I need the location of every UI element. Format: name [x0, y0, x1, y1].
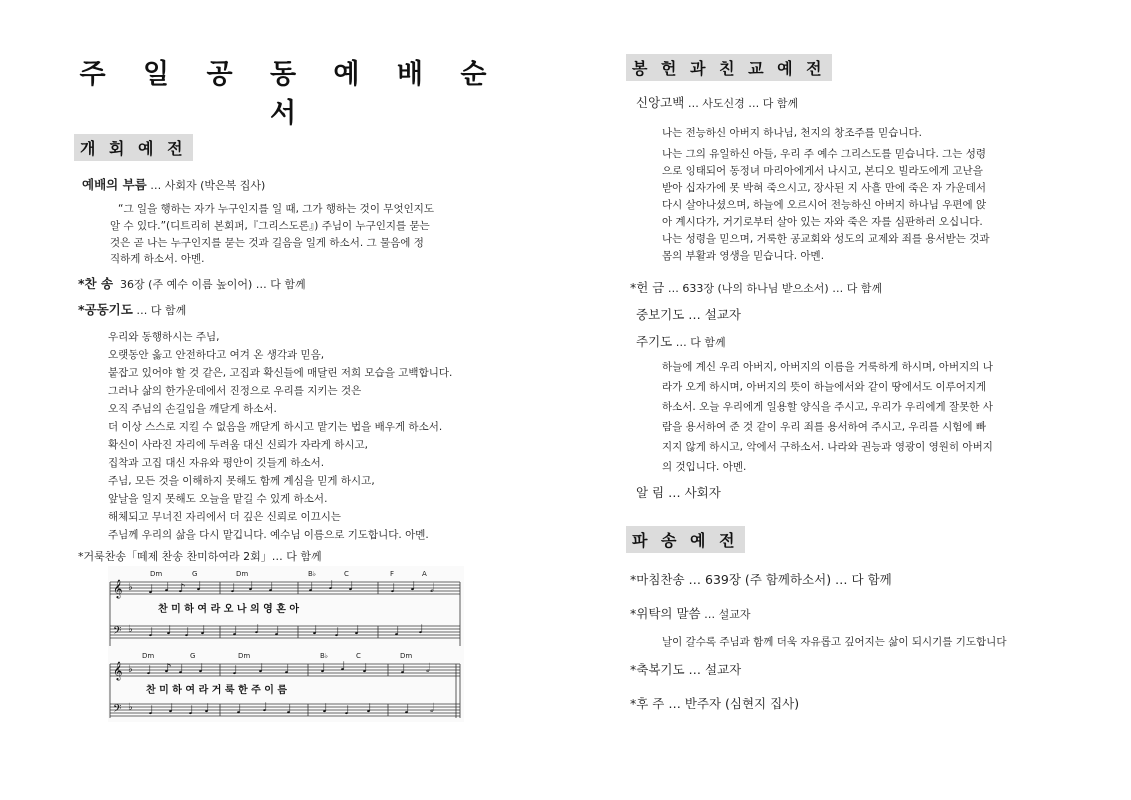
call-line: 직하게 하소서. 아멘.	[110, 253, 205, 265]
svg-text:𝅗𝅥: 𝅗𝅥	[426, 661, 430, 675]
call-line: 것은 곧 나는 누구인지를 묻는 것과 길음을 일게 하소서. 그 물음에 정	[110, 237, 424, 249]
section-offering: 봉 헌 과 친 교 예 전	[626, 54, 832, 81]
chord-symbol: G	[192, 570, 198, 578]
svg-text:♩: ♩	[390, 581, 396, 595]
svg-text:♩: ♩	[320, 661, 326, 675]
prayer-line: 오랫동안 옳고 안전하다고 여겨 온 생각과 믿음,	[108, 349, 325, 361]
prayer-line: 주님께 우리의 삶을 다시 맡깁니다. 예수님 이름으로 기도합니다. 아멘.	[108, 529, 429, 541]
holy-hymn: *거룩찬송「떼제 찬송 찬미하여라 2회」… 다 함께	[78, 550, 322, 563]
chord-symbol: Dm	[236, 570, 249, 578]
chord-symbol: Dm	[142, 652, 155, 660]
prayer-heading: *공동기도	[78, 302, 133, 317]
chord-symbol: C	[344, 570, 349, 578]
svg-text:𝅗𝅥: 𝅗𝅥	[430, 701, 434, 715]
chord-symbol: B♭	[320, 652, 329, 660]
creed-line: 나는 전능하신 아버지 하나님, 천지의 창조주를 믿습니다.	[662, 127, 922, 139]
svg-text:♩: ♩	[268, 580, 274, 594]
sheet-music-image	[108, 566, 464, 722]
chord-symbol: C	[356, 652, 361, 660]
svg-text:𝄢: 𝄢	[113, 625, 122, 640]
chord-symbol: A	[422, 570, 427, 578]
lords-prayer-line: 지지 않게 하시고, 악에서 구하소서. 나라와 권능과 영광이 영원히 아버지	[662, 441, 993, 453]
lords-prayer-line: 의 것입니다. 아멘.	[662, 461, 747, 473]
page-title: 주 일 공 동 예 배 순 서	[79, 59, 501, 129]
lords-prayer-line: 하늘에 계신 우리 아버지, 아버지의 이름을 거룩하게 하시며, 아버지의 나	[662, 361, 993, 373]
prayer-line: 앞날을 일지 못해도 오늘을 맡길 수 있게 하소서.	[108, 493, 328, 505]
call-to-worship	[82, 178, 265, 193]
svg-text:𝄢: 𝄢	[113, 703, 122, 718]
chord-symbol: Dm	[238, 652, 251, 660]
svg-text:♩: ♩	[148, 703, 154, 717]
svg-text:𝄞: 𝄞	[113, 579, 123, 598]
intercessory-prayer: 중보기도 … 설교자	[636, 307, 741, 322]
svg-text:𝅗𝅥: 𝅗𝅥	[430, 581, 434, 595]
svg-text:♩: ♩	[258, 661, 264, 675]
svg-text:♩: ♩	[166, 623, 172, 637]
chord-symbol: G	[190, 652, 196, 660]
svg-text:♩: ♩	[146, 663, 152, 677]
creed-item	[636, 96, 798, 111]
commission-line: 날이 갈수록 주님과 함께 더욱 자유롭고 깊어지는 삶이 되시기를 기도합니다	[662, 636, 1007, 648]
prayer-leader: … 다 함께	[136, 304, 187, 317]
prayer-line: 더 이상 스스로 지킬 수 없음을 깨닫게 하시고 맡기는 법을 배우게 하소서.	[108, 421, 443, 433]
section-opening: 개 회 예 전	[74, 134, 193, 161]
creed-line: 몸의 부활과 영생을 믿습니다. 아멘.	[662, 250, 825, 262]
prayer-line: 우리와 동행하시는 주님,	[108, 331, 220, 343]
lords-prayer-leader: … 다 함께	[675, 336, 726, 349]
svg-text:♭: ♭	[128, 624, 133, 635]
svg-text:♩: ♩	[184, 625, 190, 639]
creed-line: 아 계시다가, 거기로부터 살아 있는 자와 죽은 자를 심판하러 오십니다.	[662, 216, 983, 228]
svg-text:♩: ♩	[204, 701, 210, 715]
call-leader: … 사회자 (박은복 집사)	[150, 179, 266, 192]
prayer-item	[78, 303, 186, 318]
hymn-item	[78, 277, 306, 292]
svg-text:♩: ♩	[262, 700, 268, 714]
svg-text:♩: ♩	[418, 622, 424, 636]
commission-item	[630, 607, 750, 622]
svg-text:♩: ♩	[148, 582, 154, 596]
closing-hymn: *마침찬송 … 639장 (주 함께하소서) … 다 함께	[630, 572, 892, 587]
prayer-line: 그러나 삶의 한가운데에서 진정으로 우리를 지키는 것은	[108, 385, 362, 397]
creed-heading: 신앙고백	[636, 95, 685, 110]
offering-heading: *헌 금	[630, 280, 665, 295]
svg-text:♭: ♭	[128, 582, 133, 593]
svg-text:♩: ♩	[348, 579, 354, 593]
svg-text:♩: ♩	[354, 623, 360, 637]
creed-line: 받아 십자가에 못 박혀 죽으시고, 장사된 지 사흘 만에 죽은 자 가운데서	[662, 182, 987, 194]
commission-heading: *위탁의 말씀	[630, 606, 701, 621]
svg-text:♩: ♩	[232, 663, 238, 677]
lords-prayer-heading: 주기도	[636, 334, 673, 349]
creed-line: 나는 그의 유일하신 아들, 우리 주 예수 그리스도를 믿습니다. 그는 성령	[662, 148, 987, 160]
chord-symbol: B♭	[308, 570, 317, 578]
prayer-line: 오직 주님의 손길임을 깨닫게 하소서.	[108, 403, 277, 415]
svg-text:♩: ♩	[232, 624, 238, 638]
call-line: 알 수 있다.”(디트리히 본회퍼,『그리스도론』) 주님이 누구인지를 묻는	[110, 220, 430, 232]
svg-text:♩: ♩	[344, 703, 350, 717]
postlude: *후 주 … 반주자 (심현지 집사)	[630, 696, 800, 711]
svg-text:♩: ♩	[308, 580, 314, 594]
svg-text:♩: ♩	[188, 703, 194, 717]
svg-text:♭: ♭	[128, 702, 133, 713]
chord-symbol: F	[390, 570, 395, 578]
svg-text:♩: ♩	[394, 624, 400, 638]
svg-text:♩: ♩	[254, 622, 260, 636]
prayer-line: 집착과 고집 대신 자유와 평안이 깃들게 하소서.	[108, 457, 325, 469]
svg-text:♭: ♭	[128, 664, 133, 675]
svg-text:♪: ♪	[178, 581, 186, 595]
prayer-line: 주님, 모든 것을 이해하지 못해도 함께 계심을 믿게 하시고,	[108, 475, 375, 487]
svg-text:♩: ♩	[400, 662, 406, 676]
svg-text:♩: ♩	[286, 702, 292, 716]
svg-text:♩: ♩	[196, 579, 202, 593]
call-line: “그 일을 행하는 자가 누구인지를 일 때, 그가 행하는 것이 무엇인지도	[118, 203, 435, 215]
svg-text:♩: ♩	[362, 661, 368, 675]
section-sending: 파 송 예 전	[626, 526, 745, 553]
svg-text:♩: ♩	[198, 661, 204, 675]
call-heading: 예배의 부름	[82, 177, 147, 192]
svg-text:♩: ♩	[284, 662, 290, 676]
prayer-line: 붙잡고 있어야 할 것 같은, 고집과 확신들에 매달린 저희 모습을 고백합니다.	[108, 367, 453, 379]
chord-symbol: Dm	[150, 570, 163, 578]
lords-prayer-line: 람을 용서하여 준 것 같이 우리 죄를 용서하여 주시고, 우리를 시험에 빠	[662, 421, 987, 433]
svg-text:♪: ♪	[164, 661, 172, 675]
commission-leader: … 설교자	[704, 608, 751, 621]
svg-text:♩: ♩	[404, 702, 410, 716]
announcements: 알 림 … 사회자	[636, 485, 721, 500]
chord-symbol: Dm	[400, 652, 413, 660]
svg-text:♩: ♩	[322, 701, 328, 715]
svg-text:♩: ♩	[274, 624, 280, 638]
score-lyrics: 찬 미 하 여 라 거 룩 한 주 이 름	[146, 685, 288, 696]
creed-leader: … 사도신경 … 다 함께	[687, 97, 799, 110]
offering-detail: … 633장 (나의 하나님 받으소서) … 다 함께	[667, 282, 883, 295]
hymn-heading: *찬 송	[78, 276, 114, 291]
creed-line: 나는 성령을 믿으며, 거룩한 공교회와 성도의 교제와 죄를 용서받는 것과	[662, 233, 990, 245]
svg-text:♩: ♩	[200, 623, 206, 637]
svg-text:♩: ♩	[236, 702, 242, 716]
svg-text:♩: ♩	[366, 701, 372, 715]
lords-prayer-item	[636, 335, 726, 350]
svg-text:♩: ♩	[168, 701, 174, 715]
lords-prayer-line: 하소서. 오늘 우리에게 일용할 양식을 주시고, 우리가 우리에게 잘못한 사	[662, 401, 993, 413]
hymn-detail: 36장 (주 예수 이름 높이어) … 다 함께	[120, 278, 306, 291]
sheet-music	[108, 566, 464, 722]
score-lyrics: 찬 미 하 여 라 오 나 의 영 혼 아	[158, 604, 300, 615]
svg-text:♩: ♩	[164, 580, 170, 594]
lords-prayer-line: 라가 오게 하시며, 아버지의 뜻이 하늘에서와 같이 땅에서도 이루어지게	[662, 381, 987, 393]
svg-text:♩: ♩	[328, 578, 334, 592]
svg-text:♩: ♩	[334, 625, 340, 639]
svg-text:♩: ♩	[148, 625, 154, 639]
creed-line: 다시 살아나셨으며, 하늘에 오르시어 전능하신 아버지 하나님 우편에 앉	[662, 199, 987, 211]
svg-text:♩: ♩	[410, 579, 416, 593]
svg-text:𝄞: 𝄞	[113, 661, 123, 680]
benediction: *축복기도 … 설교자	[630, 662, 742, 677]
svg-text:♩: ♩	[230, 581, 236, 595]
svg-text:♩: ♩	[178, 662, 184, 676]
svg-text:♩: ♩	[312, 623, 318, 637]
prayer-line: 확신이 사라진 자리에 두려움 대신 신뢰가 자라게 하시고,	[108, 439, 368, 451]
creed-line: 으로 잉태되어 동정녀 마리아에게서 나시고, 본디오 빌라도에게 고난을	[662, 165, 983, 177]
svg-text:♩: ♩	[248, 579, 254, 593]
svg-text:♩: ♩	[340, 659, 346, 673]
offering-item	[630, 281, 882, 296]
prayer-line: 해체되고 무너진 자리에서 더 깊은 신뢰로 이끄시는	[108, 511, 342, 523]
